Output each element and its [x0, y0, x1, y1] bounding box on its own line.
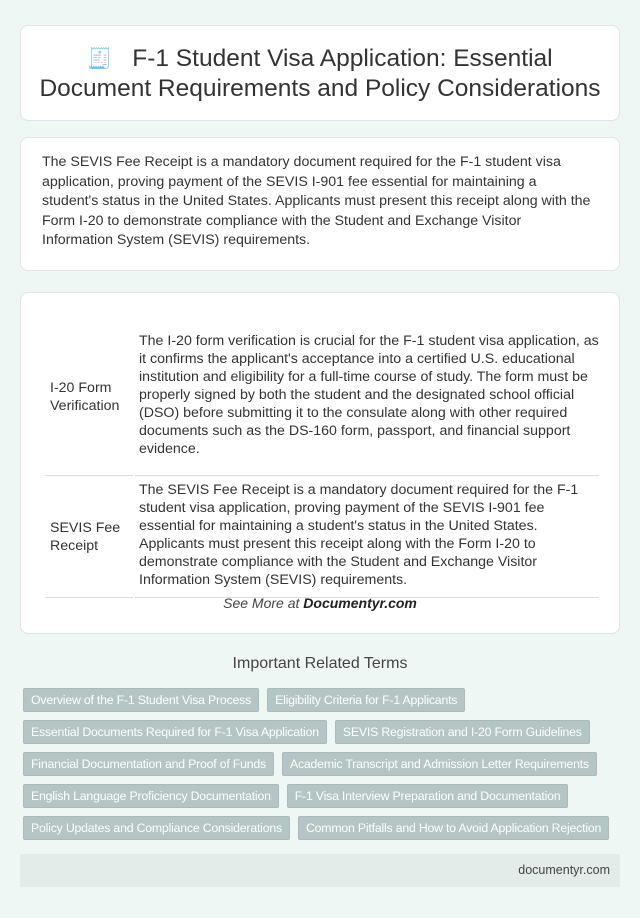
related-term-tag[interactable]: Essential Documents Required for F-1 Visa Application — [23, 720, 327, 744]
related-term-tag[interactable]: Overview of the F-1 Student Visa Process — [23, 688, 259, 712]
related-term-tag[interactable]: Policy Updates and Compliance Considerations — [23, 816, 290, 840]
intro-text: The SEVIS Fee Receipt is a mandatory document required for the F-1 student visa application, proving payment of the SEVIS I-901 fee essential for maintaining a student's status in the United States. Applicants must present this receipt along with the Form I-20 to demonstrate compliance with the Student and Exchange Visitor Information System (SEVIS) requirements. — [42, 154, 591, 248]
table-row — [45, 476, 599, 598]
related-terms-list — [23, 688, 623, 840]
row-term: SEVIS Fee Receipt — [45, 476, 133, 598]
footer-site-link[interactable]: documentyr.com — [518, 863, 610, 877]
related-term-tag[interactable]: Financial Documentation and Proof of Funds — [23, 752, 274, 776]
row-description: The I-20 form verification is crucial for the F-1 student visa application, as it confirms the applicant's acceptance into a certified U.S. educational institution and eligibility for a full-time course of study. The form must be properly signed by both the student and the designated school official (DSO) before submitting it to the consulate along with other required documents such as the DS-160 form, passport, and financial support evidence. — [135, 318, 599, 476]
related-terms-heading: Important Related Terms — [232, 655, 408, 672]
related-term-tag[interactable]: Eligibility Criteria for F-1 Applicants — [267, 688, 465, 712]
document-table-card — [20, 292, 620, 634]
related-term-tag[interactable]: Academic Transcript and Admission Letter Requirements — [282, 752, 597, 776]
related-term-tag[interactable]: Common Pitfalls and How to Avoid Application Rejection — [298, 816, 609, 840]
receipt-icon: 🧾 — [87, 48, 113, 70]
page-title-text: F-1 Student Visa Application: Essential Document Requirements and Policy Considerations — [39, 45, 601, 102]
document-table — [43, 318, 601, 598]
page-title — [31, 44, 609, 104]
row-term: I-20 Form Verification — [45, 318, 133, 476]
footer — [20, 854, 620, 887]
see-more-link[interactable] — [21, 595, 619, 611]
see-more-prefix: See More at — [223, 595, 304, 611]
header-card — [20, 25, 620, 121]
related-term-tag[interactable]: F-1 Visa Interview Preparation and Documentation — [287, 784, 569, 808]
related-term-tag[interactable]: SEVIS Registration and I-20 Form Guidelines — [335, 720, 590, 744]
see-more-site[interactable]: Documentyr.com — [303, 595, 417, 611]
related-term-tag[interactable]: English Language Proficiency Documentation — [23, 784, 279, 808]
intro-card — [20, 137, 620, 271]
row-description: The SEVIS Fee Receipt is a mandatory document required for the F-1 student visa application, proving payment of the SEVIS I-901 fee essential for maintaining a student's status in the United States. Applicants must present this receipt along with the Form I-20 to demonstrate compliance with the Student and Exchange Visitor Information System (SEVIS) requirements. — [135, 476, 599, 598]
table-row — [45, 318, 599, 476]
